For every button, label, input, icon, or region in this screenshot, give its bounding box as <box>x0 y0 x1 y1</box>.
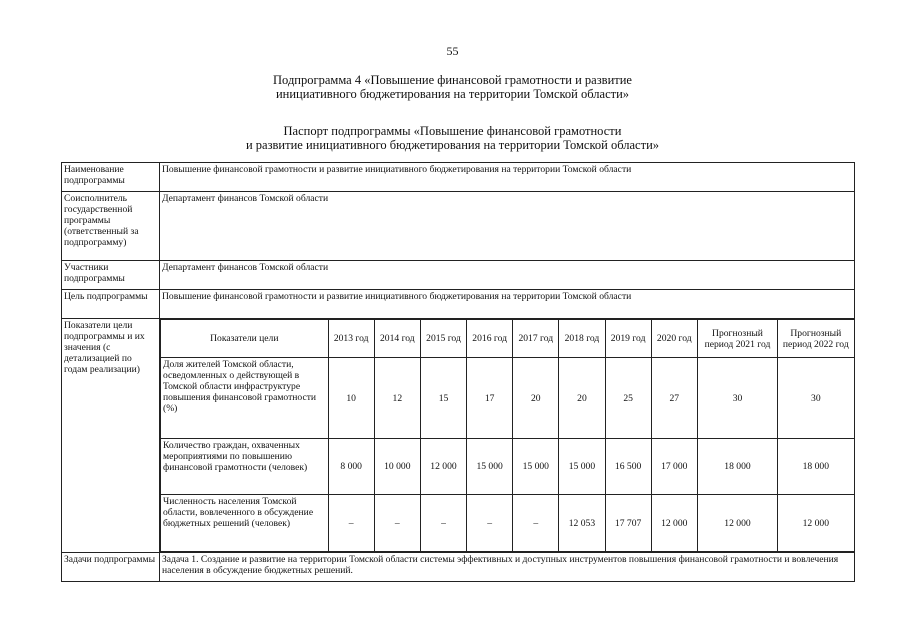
indicator-value: 30 <box>778 358 854 439</box>
indicator-value: 12 000 <box>778 495 854 552</box>
indicator-value: 12 000 <box>420 439 466 495</box>
indicator-value: 15 000 <box>559 439 605 495</box>
indicator-name: Доля жителей Томской области, осведомленных о действующей в Томской области инфраструктуре повышения финансовой грамотности (%) <box>161 358 329 439</box>
indicator-value: 30 <box>697 358 777 439</box>
indicator-value: 15 000 <box>467 439 513 495</box>
indicator-value: 12 000 <box>697 495 777 552</box>
row-participants <box>62 261 855 290</box>
header-year: 2018 год <box>559 320 605 358</box>
header-year-forecast: Прогнозный период 2021 год <box>697 320 777 358</box>
row-tasks-label: Задачи подпрограммы <box>62 553 160 582</box>
indicator-value: – <box>374 495 420 552</box>
header-year: 2017 год <box>513 320 559 358</box>
header-year: 2016 год <box>467 320 513 358</box>
header-year-forecast: Прогнозный период 2022 год <box>778 320 854 358</box>
indicator-value: 18 000 <box>778 439 854 495</box>
header-year: 2015 год <box>420 320 466 358</box>
row-coexecutor-value: Департамент финансов Томской области <box>160 192 855 261</box>
passport-table <box>61 162 855 582</box>
indicator-value: 8 000 <box>328 439 374 495</box>
indicator-value: – <box>420 495 466 552</box>
indicator-name: Количество граждан, охваченных мероприятиями по повышению финансовой грамотности (человек) <box>161 439 329 495</box>
indicator-value: 17 707 <box>605 495 651 552</box>
passport-title <box>0 124 905 152</box>
indicator-value: 17 000 <box>651 439 697 495</box>
indicator-value: 18 000 <box>697 439 777 495</box>
page-number: 55 <box>446 44 459 58</box>
subprogram-title <box>0 73 905 101</box>
indicators-table <box>160 319 855 552</box>
subprogram-title-line-2: инициативного бюджетирования на территории Томской области» <box>275 87 630 101</box>
header-year: 2013 год <box>328 320 374 358</box>
indicators-cell <box>160 319 855 553</box>
row-indicators-label: Показатели цели подпрограммы и их значения (с детализацией по годам реализации) <box>62 319 160 553</box>
indicators-header-row <box>161 320 855 358</box>
indicator-value: 17 <box>467 358 513 439</box>
row-tasks <box>62 553 855 582</box>
row-goal <box>62 290 855 319</box>
row-name <box>62 163 855 192</box>
row-goal-value: Повышение финансовой грамотности и развитие инициативного бюджетирования на территории Томской области <box>160 290 855 319</box>
indicator-value: – <box>513 495 559 552</box>
indicator-value: 12 053 <box>559 495 605 552</box>
row-tasks-value: Задача 1. Создание и развитие на территории Томской области системы эффективных и доступных инструментов повышения финансовой грамотности и вовлечения населения в обсуждение бюджетных решений. <box>160 553 855 582</box>
row-name-label: Наименование подпрограммы <box>62 163 160 192</box>
indicator-value: 15 <box>420 358 466 439</box>
indicator-value: 12 000 <box>651 495 697 552</box>
row-participants-value: Департамент финансов Томской области <box>160 261 855 290</box>
row-participants-label: Участники подпрограммы <box>62 261 160 290</box>
indicator-row <box>161 439 855 495</box>
indicator-value: 10 <box>328 358 374 439</box>
indicator-value: – <box>467 495 513 552</box>
row-goal-label: Цель подпрограммы <box>62 290 160 319</box>
indicator-row <box>161 495 855 552</box>
subprogram-title-line-1: Подпрограмма 4 «Повышение финансовой грамотности и развитие <box>273 73 632 87</box>
indicators-header-name: Показатели цели <box>161 320 329 358</box>
row-coexecutor <box>62 192 855 261</box>
indicator-value: 15 000 <box>513 439 559 495</box>
indicator-value: 27 <box>651 358 697 439</box>
row-coexecutor-label: Соисполнитель государственной программы (ответственный за подпрограмму) <box>62 192 160 261</box>
passport-title-line-1: Паспорт подпрограммы «Повышение финансовой грамотности <box>283 124 622 138</box>
passport-title-line-2: и развитие инициативного бюджетирования на территории Томской области» <box>245 138 660 152</box>
indicator-value: – <box>328 495 374 552</box>
indicator-value: 16 500 <box>605 439 651 495</box>
row-name-value: Повышение финансовой грамотности и развитие инициативного бюджетирования на территории Томской области <box>160 163 855 192</box>
indicator-name: Численность населения Томской области, вовлеченного в обсуждение бюджетных решений (человек) <box>161 495 329 552</box>
indicator-value: 10 000 <box>374 439 420 495</box>
header-year: 2020 год <box>651 320 697 358</box>
indicator-value: 20 <box>513 358 559 439</box>
header-year: 2019 год <box>605 320 651 358</box>
indicator-value: 20 <box>559 358 605 439</box>
indicator-value: 25 <box>605 358 651 439</box>
row-indicators <box>62 319 855 553</box>
indicator-row <box>161 358 855 439</box>
header-year: 2014 год <box>374 320 420 358</box>
indicator-value: 12 <box>374 358 420 439</box>
